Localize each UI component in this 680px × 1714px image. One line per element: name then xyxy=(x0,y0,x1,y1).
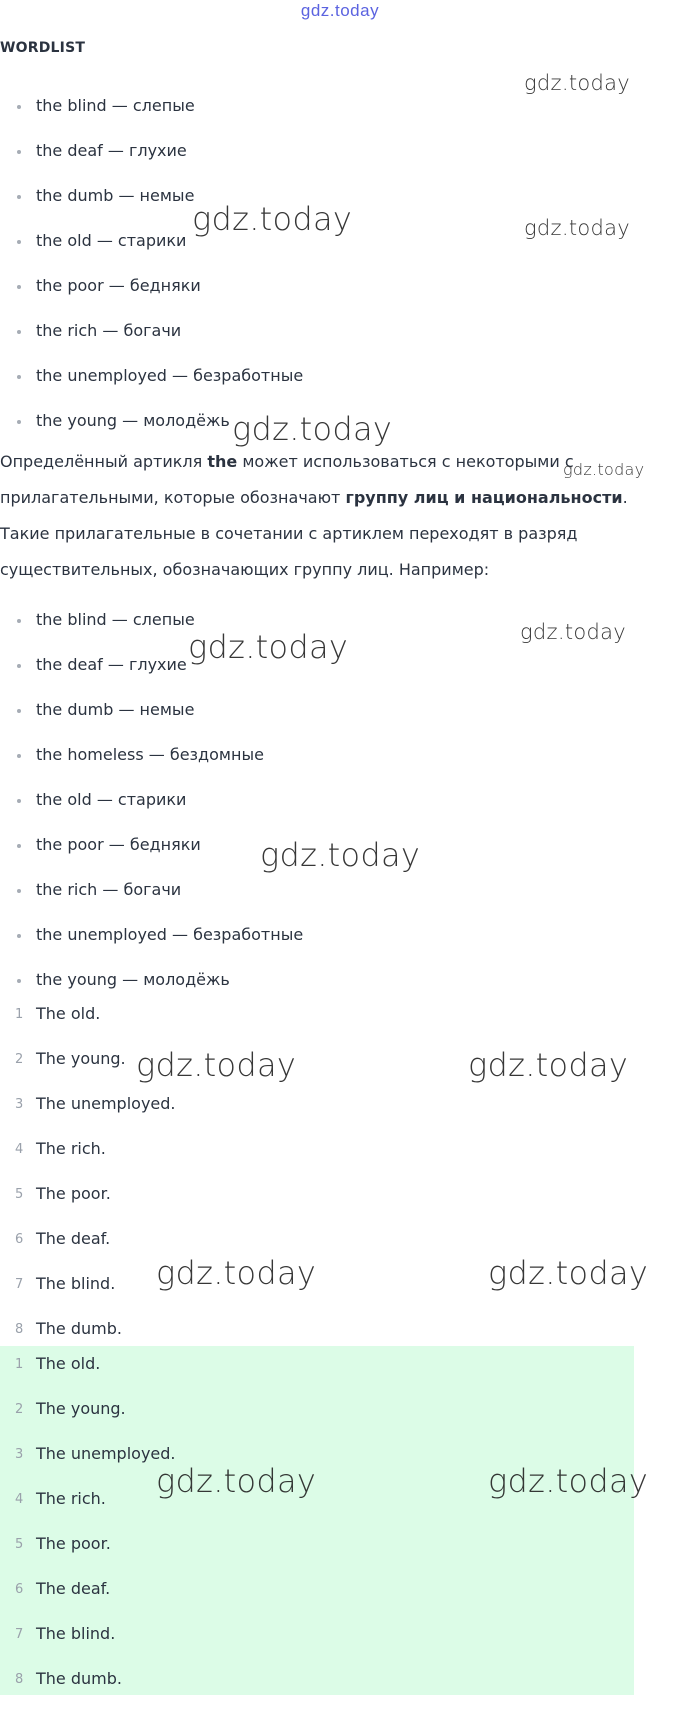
bullet-icon xyxy=(17,285,21,289)
bullet-icon xyxy=(17,619,21,623)
watermark: gdz.today xyxy=(136,1046,297,1084)
bullet-icon xyxy=(17,330,21,334)
bullet-icon xyxy=(17,240,21,244)
bullet-icon xyxy=(17,844,21,848)
watermark: gdz.today xyxy=(468,1046,629,1084)
watermark: gdz.today xyxy=(488,1254,649,1292)
bullet-icon xyxy=(17,150,21,154)
bold-term: группу лиц и национальности xyxy=(345,488,623,507)
bold-term: the xyxy=(207,452,238,471)
bullet-icon xyxy=(17,709,21,713)
watermark: gdz.today xyxy=(260,836,421,874)
watermark: gdz.today xyxy=(563,460,645,479)
bullet-icon xyxy=(17,105,21,109)
watermark: gdz.today xyxy=(524,216,631,240)
bullet-icon xyxy=(17,754,21,758)
grammar-paragraph: Определённый артикля the может использоваться с некоторыми с прилагательными, которые обозначают группу лиц и национальности. Такие прилагательные в сочетании с артиклем переходят в разряд существительных, обозначающих группу лиц. Например: xyxy=(0,452,628,579)
bullet-icon xyxy=(17,420,21,424)
watermark: gdz.today xyxy=(524,71,631,95)
bullet-icon xyxy=(17,195,21,199)
bullet-icon xyxy=(17,979,21,983)
bullet-icon xyxy=(17,889,21,893)
wordlist-heading: WORDLIST xyxy=(0,40,86,56)
watermark: gdz.today xyxy=(488,1462,649,1500)
bullet-icon xyxy=(17,375,21,379)
watermark: gdz.today xyxy=(156,1462,317,1500)
watermark: gdz.today xyxy=(232,410,393,448)
site-logo[interactable]: gdz.today xyxy=(300,1,380,20)
watermark: gdz.today xyxy=(192,200,353,238)
watermark: gdz.today xyxy=(188,628,349,666)
bullet-icon xyxy=(17,664,21,668)
watermark: gdz.today xyxy=(156,1254,317,1292)
bullet-icon xyxy=(17,799,21,803)
watermark: gdz.today xyxy=(520,620,627,644)
bullet-icon xyxy=(17,934,21,938)
